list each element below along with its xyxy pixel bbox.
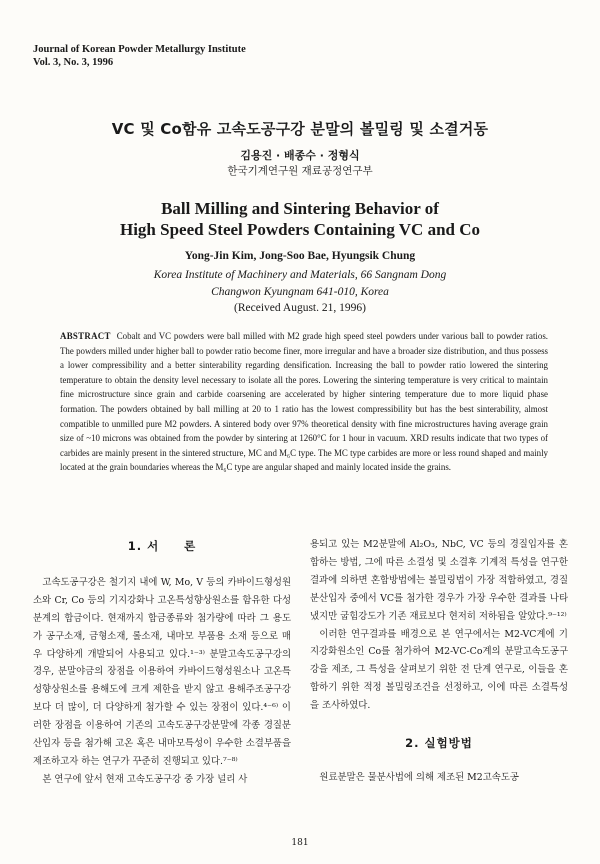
authors-english: Yong-Jin Kim, Jong-Soo Bae, Hyungsik Chung: [184, 250, 416, 262]
paragraph: 본 연구에 앞서 현재 고속도공구강 중 가장 널리 사: [42, 773, 248, 785]
page-number: 181: [291, 838, 309, 848]
paragraph: 용되고 있는 M2분말에 Al₂O₃, NbC, VC 등의 경질입자를 혼합하는 방법, 그에 따른 소결성 및 소결후 기계적 특성을 연구한 결과에 의하면 혼합방법에는 볼밀링법이 가장 적합하였고, 경질분산입자 중에서 VC를 첨가한 경우가 가장 우수한 결과를 나타냈지만 굽힘강도가 기존 재료보다 현저히 저하됨을 알았다.⁹⁻¹²⁾: [310, 539, 568, 622]
affiliation-english-line1: Korea Institute of Machinery and Materials, 66 Sangnam Dong: [153, 269, 447, 281]
affiliation-english-line2: Changwon Kyungnam 641-010, Korea: [211, 286, 389, 298]
journal-name: Journal of Korean Powder Metallurgy Institute: [33, 44, 246, 55]
authors-korean: 김용진 · 배종수 · 정형식: [240, 149, 360, 162]
paragraph: 고속도공구강은 철기지 내에 W, Mo, V 등의 카바이드형성원소와 Cr, Co 등의 기지강화나 고온특성향상원소를 함유한 다성분계의 합금이다. 현재까지 합금종류와 첨가량에 따라 그 용도가 공구소재, 금형소재, 롤소재, 내마모 부품용 소재 등으로 매우 다양하게 개발되어 사용되고 있다.¹⁻³⁾ 분말고속도공구강의 경우, 분말야금의 장점을 이용하여 카바이드형성원소나 고온특성향상원소를 용해도에 크게 제한을 받지 않고 용해주조공구강보다 더 많이, 더 다양하게 첨가할 수 있는 장점이 있다.⁴⁻⁶⁾ 이러한 장점을 이용하여 기존의 고속도공구강분말에 각종 경질분산입자 등을 첨가해 고온 혹은 내마모특성이 우수한 소결부품을 제조하고자 하는 연구가 꾸준히 진행되고 있다.⁷⁻⁸⁾: [33, 576, 291, 767]
abstract-text: Cobalt and VC powders were ball milled with M2 grade high speed steel powders under various ball to powder ratios. The powders milled under higher ball to powder ratio become finer, more irregular and have a broader size distribution, and thus possess a lower compressibility and a better sinterability regarding densification. Increasing the ball to powder ratio lowered the sintering temperature to obtain the density level necessary to isolate all the pores. Lowering the sintering temperature is very critical to maintain fine microstructure since grain and carbide coarsening are accelerated by higher sintering temperature due to more liquid phase formation. The powders obtained by ball milling at 20 to 1 ratio has the lowest compressibility but has the best sinterability, almost compatible to unmilled pure M2 powders. A sintered body over 97% theoretical density with fine microstructures having average grain size of ~10 microns was obtained from the powder by sintering at 1260°C for 1 hour in vacuum. XRD results indicate that two types of carbides are mainly present in the sintered structure, MC and M₆C type. The MC type carbides are more or less round shaped and mainly located at the grain boundaries whereas the M₆C type are angular shaped and mainly located inside the grains.: [60, 331, 548, 473]
abstract-label: ABSTRACT: [60, 331, 111, 341]
title-english-line1: Ball Milling and Sintering Behavior of: [161, 199, 439, 218]
abstract: [60, 329, 548, 475]
right-column: [310, 536, 568, 787]
paragraph: 이러한 연구결과를 배경으로 본 연구에서는 M2-VC계에 기지강화원소인 Co를 첨가하여 M2-VC-Co계의 분말고속도공구강을 제조, 그 특성을 살펴보기 위한 전 단계 연구로, 이들을 혼합하기 위한 적정 볼밀링조건을 선정하고, 이에 따른 소결특성을 조사하였다.: [310, 628, 568, 712]
title-english-line2: High Speed Steel Powders Containing VC and Co: [119, 220, 481, 239]
title-english: [0, 198, 600, 240]
section-heading-methods: 2. 실험방법: [405, 736, 473, 751]
paragraph: 원료분말은 물분사법에 의해 제조된 M2고속도공: [319, 771, 519, 783]
section-heading-introduction: 1. 서 론: [127, 539, 197, 553]
title-korean: VC 및 Co함유 고속도공구강 분말의 볼밀링 및 소결거동: [111, 120, 489, 138]
journal-header: [33, 43, 246, 69]
affiliation-korean: 한국기계연구원 재료공정연구부: [227, 165, 373, 177]
affiliation-english: [0, 267, 600, 301]
left-column: [33, 536, 291, 789]
received-date: (Received August. 21, 1996): [234, 302, 366, 314]
journal-volume: Vol. 3, No. 3, 1996: [33, 57, 114, 68]
